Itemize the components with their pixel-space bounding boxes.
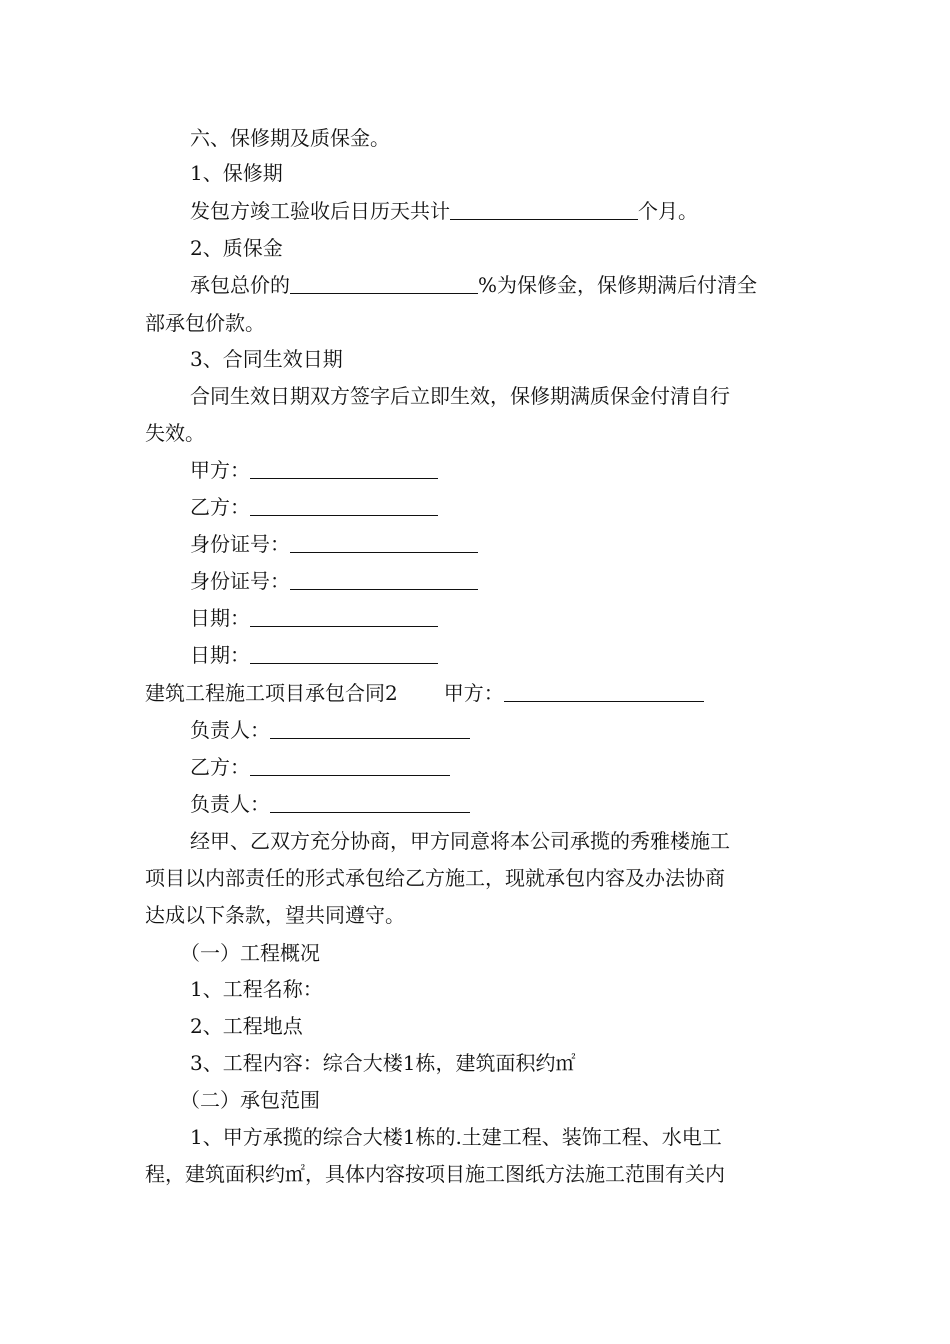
fill-blank-months[interactable]: [450, 199, 638, 220]
paragraph-effective-line1: 合同生效日期双方签字后立即生效，保修期满质保金付清自行: [190, 384, 730, 408]
fill-blank-percent[interactable]: [290, 273, 478, 294]
paragraph-effective-line2: 失效。: [145, 421, 205, 445]
fill-blank-date-2[interactable]: [250, 643, 438, 664]
fill-blank-responsible-b[interactable]: [270, 792, 470, 813]
signature-party-a: 甲方：: [190, 456, 830, 484]
contract-title: 建筑工程施工项目承包合同2: [145, 681, 398, 705]
subheading-effective-date: 3、合同生效日期: [190, 347, 343, 371]
signature-id-number-2: 身份证号：: [190, 567, 830, 595]
paragraph-retention-line2: 部承包价款。: [145, 311, 265, 335]
signature-id-number-1: 身份证号：: [190, 530, 830, 558]
scope-paragraph-line2: 程，建筑面积约㎡，具体内容按项目施工图纸方法施工范围有关内: [145, 1162, 725, 1186]
subheading-warranty-period: 1、保修期: [190, 161, 283, 185]
fill-blank-date-1[interactable]: [250, 606, 438, 627]
fill-blank-party-b[interactable]: [250, 495, 438, 516]
project-content: 3、工程内容：综合大楼1栋，建筑面积约㎡: [190, 1051, 576, 1075]
signature-party-b: 乙方：: [190, 493, 830, 521]
fill-blank-id-1[interactable]: [290, 532, 478, 553]
contract-title-line: 建筑工程施工项目承包合同2 甲方：: [145, 679, 825, 707]
project-location: 2、工程地点: [190, 1014, 303, 1038]
fill-blank-id-2[interactable]: [290, 569, 478, 590]
fill-blank-responsible-a[interactable]: [270, 718, 470, 739]
intro-paragraph-line1: 经甲、乙双方充分协商，甲方同意将本公司承揽的秀雅楼施工: [190, 829, 730, 853]
signature-date-2: 日期：: [190, 641, 830, 669]
paragraph-retention-line1: 承包总价的 %为保修金，保修期满后付清全: [190, 273, 758, 297]
fill-blank-party-a[interactable]: [250, 458, 438, 479]
scope-paragraph-line1: 1、甲方承揽的综合大楼1栋的.土建工程、装饰工程、水电工: [190, 1125, 722, 1149]
section-heading-warranty: 六、保修期及质保金。: [190, 126, 390, 150]
section-heading-overview: （一）工程概况: [180, 941, 320, 965]
fill-blank-contract-party-a[interactable]: [504, 681, 704, 702]
responsible-person-a: 负责人：: [190, 716, 830, 744]
intro-paragraph-line3: 达成以下条款，望共同遵守。: [145, 903, 405, 927]
responsible-person-b: 负责人：: [190, 790, 830, 818]
intro-paragraph-line2: 项目以内部责任的形式承包给乙方施工，现就承包内容及办法协商: [145, 866, 725, 890]
project-name: 1、工程名称：: [190, 977, 323, 1001]
subheading-retention: 2、质保金: [190, 236, 283, 260]
paragraph-warranty-period: 发包方竣工验收后日历天共计 个月。: [190, 199, 698, 223]
signature-date-1: 日期：: [190, 604, 830, 632]
section-heading-scope: （二）承包范围: [180, 1088, 320, 1112]
fill-blank-contract-party-b[interactable]: [250, 755, 450, 776]
contract-party-b: 乙方：: [190, 753, 830, 781]
